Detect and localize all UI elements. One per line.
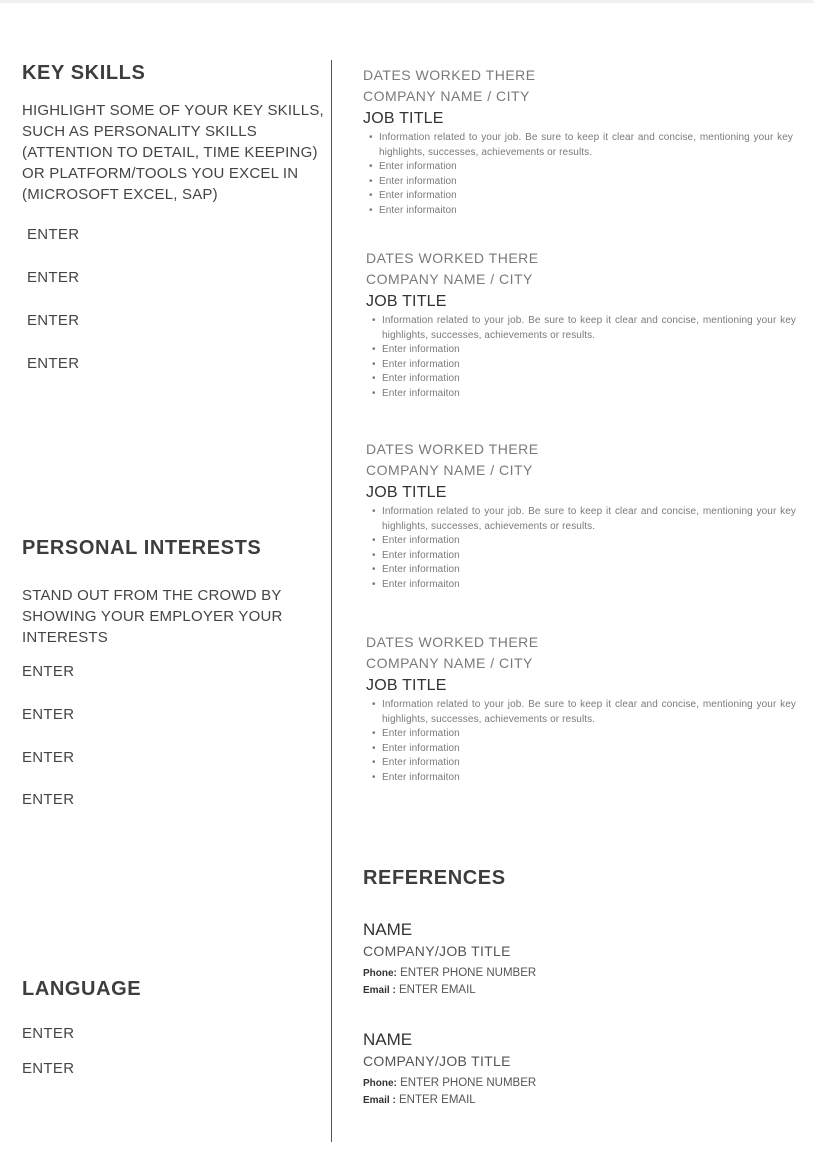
key-skills-heading: KEY SKILLS: [22, 62, 146, 84]
language-item: ENTER: [22, 1025, 75, 1042]
job-bullet: • Information related to your job. Be sure to keep it clear and concise, mentioning your key highlights, successes, achievements or results.: [382, 698, 796, 727]
page-top-edge: [0, 0, 814, 3]
key-skills-description-line: OR PLATFORM/TOOLS YOU EXCEL IN: [22, 165, 299, 182]
reference-name: NAME: [363, 1030, 413, 1049]
reference-company-job: COMPANY/JOB TITLE: [363, 943, 511, 959]
job-bullet: • Enter information: [379, 189, 793, 204]
phone-label: Phone:: [363, 1078, 397, 1089]
job-bullet: • Enter information: [382, 343, 796, 358]
reference-entry: [363, 919, 536, 999]
reference-phone-line: [363, 965, 536, 982]
job-bullet: • Enter information: [379, 175, 793, 190]
experience-entry: [366, 439, 796, 593]
references-heading: REFERENCES: [363, 867, 506, 889]
personal-interests-description-line: STAND OUT FROM THE CROWD BY: [22, 587, 282, 604]
job-bullet: • Enter informaiton: [382, 771, 796, 786]
reference-phone: ENTER PHONE NUMBER: [400, 967, 537, 979]
personal-interests-description: [22, 585, 283, 648]
key-skills-description-line: (MICROSOFT EXCEL, SAP): [22, 186, 218, 203]
job-company: COMPANY NAME / CITY: [366, 655, 533, 671]
job-bullets: [363, 131, 793, 219]
key-skills-description: [22, 100, 324, 205]
job-bullet: • Enter information: [382, 358, 796, 373]
phone-label: Phone:: [363, 968, 397, 979]
job-bullet: • Enter informaiton: [382, 578, 796, 593]
job-title: JOB TITLE: [366, 484, 447, 501]
interest-item: ENTER: [22, 791, 75, 808]
experience-entry: [366, 248, 796, 402]
language-item: ENTER: [22, 1060, 75, 1077]
language-heading: LANGUAGE: [22, 978, 142, 1000]
job-dates: DATES WORKED THERE: [366, 441, 539, 457]
interest-item: ENTER: [22, 706, 75, 723]
job-bullet: • Enter informaiton: [382, 387, 796, 402]
job-bullet: • Enter information: [382, 372, 796, 387]
job-bullet: • Enter information: [382, 549, 796, 564]
reference-phone: ENTER PHONE NUMBER: [400, 1077, 537, 1089]
column-divider: [331, 60, 332, 1142]
personal-interests-description-line: INTERESTS: [22, 629, 108, 646]
job-bullets: [366, 505, 796, 593]
job-bullet: • Enter information: [382, 756, 796, 771]
email-label: Email :: [363, 985, 396, 996]
job-title: JOB TITLE: [366, 677, 447, 694]
personal-interests-description-line: SHOWING YOUR EMPLOYER YOUR: [22, 608, 283, 625]
job-title: JOB TITLE: [366, 293, 447, 310]
reference-phone-line: [363, 1075, 536, 1092]
experience-entry: [366, 632, 796, 786]
interest-item: ENTER: [22, 663, 75, 680]
key-skills-description-line: (ATTENTION TO DETAIL, TIME KEEPING): [22, 144, 318, 161]
experience-entry: [363, 65, 793, 219]
job-bullets: [366, 314, 796, 402]
job-bullet: • Information related to your job. Be sure to keep it clear and concise, mentioning your key highlights, successes, achievements or results.: [379, 131, 793, 160]
reference-entry: [363, 1029, 536, 1109]
reference-email: ENTER EMAIL: [399, 984, 476, 996]
job-bullet: • Enter information: [382, 563, 796, 578]
key-skill-item: ENTER: [27, 355, 80, 372]
job-bullet: • Enter information: [379, 160, 793, 175]
job-bullet: • Enter informaiton: [379, 204, 793, 219]
reference-email-line: [363, 982, 536, 999]
job-dates: DATES WORKED THERE: [363, 67, 536, 83]
job-company: COMPANY NAME / CITY: [366, 271, 533, 287]
job-dates: DATES WORKED THERE: [366, 634, 539, 650]
job-bullet: • Enter information: [382, 727, 796, 742]
job-bullet: • Information related to your job. Be sure to keep it clear and concise, mentioning your key highlights, successes, achievements or results.: [382, 314, 796, 343]
job-dates: DATES WORKED THERE: [366, 250, 539, 266]
reference-email-line: [363, 1092, 536, 1109]
job-bullet: • Information related to your job. Be sure to keep it clear and concise, mentioning your key highlights, successes, achievements or results.: [382, 505, 796, 534]
key-skill-item: ENTER: [27, 226, 80, 243]
job-company: COMPANY NAME / CITY: [363, 88, 530, 104]
key-skill-item: ENTER: [27, 312, 80, 329]
job-bullet: • Enter information: [382, 742, 796, 757]
personal-interests-heading: PERSONAL INTERESTS: [22, 537, 262, 559]
reference-company-job: COMPANY/JOB TITLE: [363, 1053, 511, 1069]
key-skills-description-line: HIGHLIGHT SOME OF YOUR KEY SKILLS,: [22, 102, 324, 119]
job-bullet: • Enter information: [382, 534, 796, 549]
interest-item: ENTER: [22, 749, 75, 766]
reference-email: ENTER EMAIL: [399, 1094, 476, 1106]
key-skill-item: ENTER: [27, 269, 80, 286]
reference-name: NAME: [363, 920, 413, 939]
job-company: COMPANY NAME / CITY: [366, 462, 533, 478]
job-title: JOB TITLE: [363, 110, 444, 127]
key-skills-description-line: SUCH AS PERSONALITY SKILLS: [22, 123, 258, 140]
job-bullets: [366, 698, 796, 786]
email-label: Email :: [363, 1095, 396, 1106]
